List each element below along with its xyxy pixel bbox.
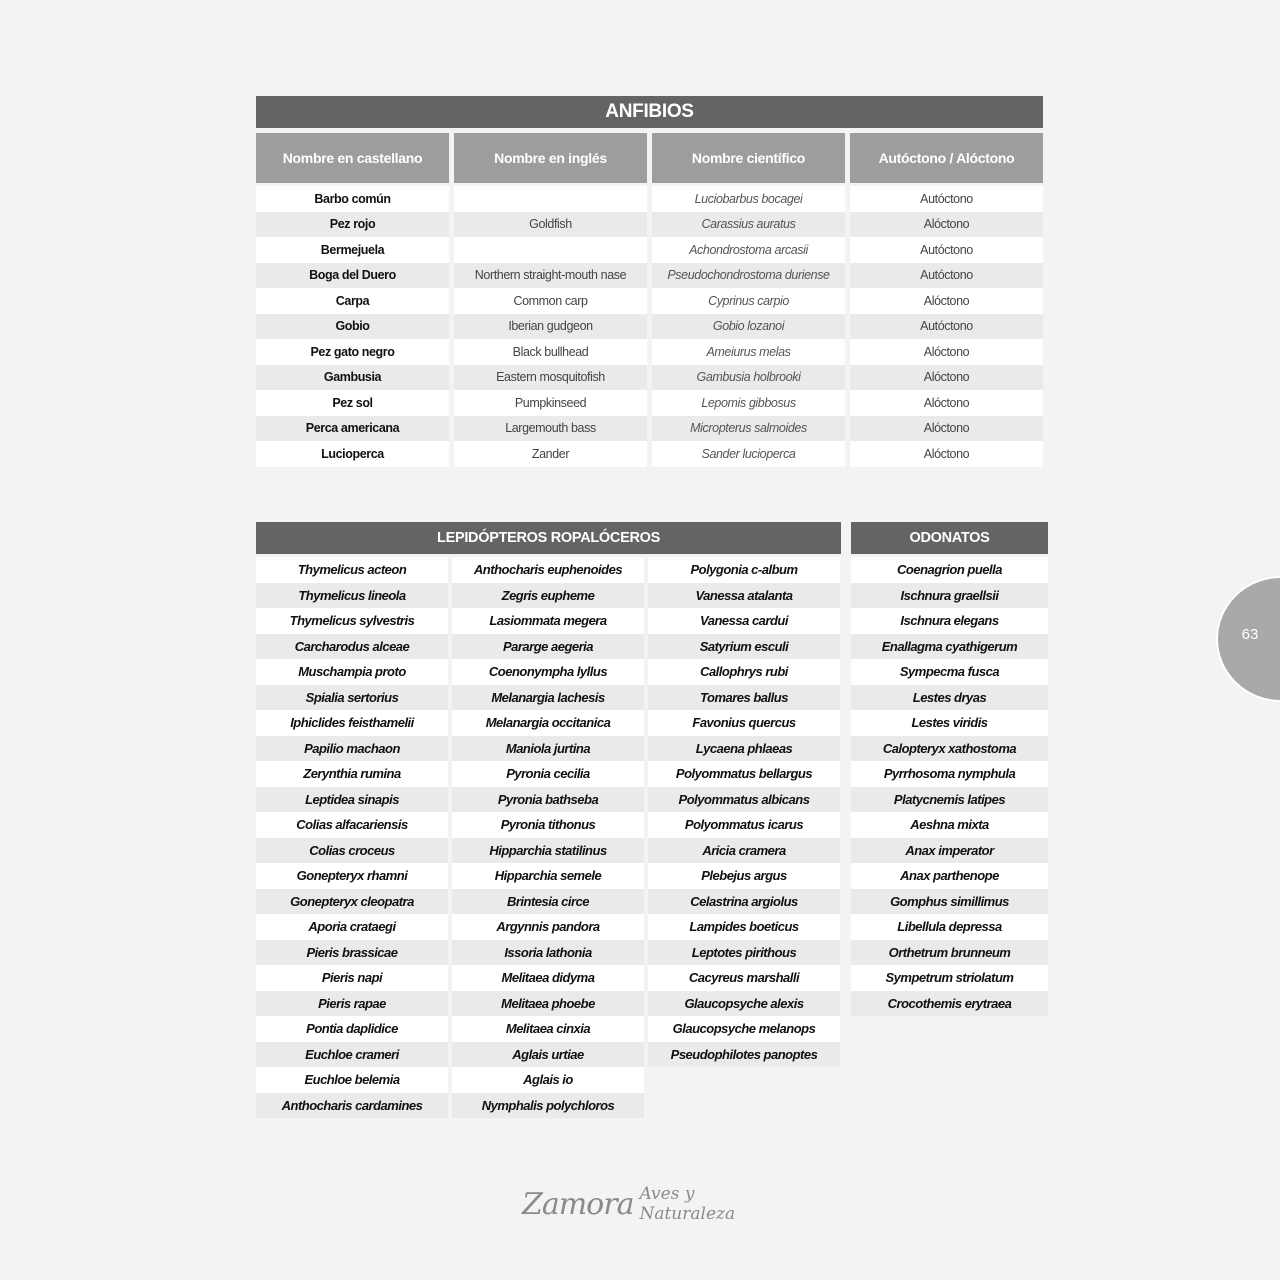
list-item: Thymelicus acteon [256, 557, 448, 583]
cell-castellano: Boga del Duero [256, 263, 449, 289]
cell-castellano: Perca americana [256, 416, 449, 442]
lepidopteros-column [452, 557, 644, 1118]
list-item: Aporia crataegi [256, 914, 448, 940]
list-item: Gonepteryx rhamni [256, 863, 448, 889]
cell-ingles: Northern straight-mouth nase [454, 263, 647, 289]
list-item: Anax imperator [851, 838, 1048, 864]
list-item: Coenagrion puella [851, 557, 1048, 583]
odonatos-title: ODONATOS [851, 522, 1048, 554]
list-item: Aeshna mixta [851, 812, 1048, 838]
list-item: Melanargia occitanica [452, 710, 644, 736]
list-item: Nymphalis polychloros [452, 1093, 644, 1119]
list-item: Polyommatus bellargus [648, 761, 840, 787]
list-item: Ischnura elegans [851, 608, 1048, 634]
cell-cientifico: Pseudochondrostoma duriense [652, 263, 845, 289]
cell-ingles [454, 186, 647, 212]
list-item: Ischnura graellsii [851, 583, 1048, 609]
lepidopteros-column [648, 557, 840, 1118]
lepidopteros-table [256, 522, 841, 1118]
cell-ingles [454, 237, 647, 263]
cell-ingles: Common carp [454, 288, 647, 314]
cell-castellano: Bermejuela [256, 237, 449, 263]
list-item: Anthocharis euphenoides [452, 557, 644, 583]
cell-origen: Autóctono [850, 263, 1043, 289]
list-item: Lestes viridis [851, 710, 1048, 736]
list-item: Hipparchia statilinus [452, 838, 644, 864]
list-item: Zegris eupheme [452, 583, 644, 609]
list-item: Aricia cramera [648, 838, 840, 864]
cell-ingles: Zander [454, 441, 647, 467]
list-item: Melitaea cinxia [452, 1016, 644, 1042]
list-item: Leptotes pirithous [648, 940, 840, 966]
cell-origen: Alóctono [850, 288, 1043, 314]
list-item: Papilio machaon [256, 736, 448, 762]
table-row [256, 365, 1043, 391]
list-item: Spialia sertorius [256, 685, 448, 711]
cell-cientifico: Ameiurus melas [652, 339, 845, 365]
list-item: Lycaena phlaeas [648, 736, 840, 762]
logo-sub-text: Aves y Naturaleza [639, 1184, 736, 1224]
cell-cientifico: Cyprinus carpio [652, 288, 845, 314]
footer-logo [522, 1182, 762, 1226]
list-item: Pyronia tithonus [452, 812, 644, 838]
cell-castellano: Pez gato negro [256, 339, 449, 365]
list-item: Anax parthenope [851, 863, 1048, 889]
list-item: Favonius quercus [648, 710, 840, 736]
table-row [256, 212, 1043, 238]
cell-ingles: Pumpkinseed [454, 390, 647, 416]
table-row [256, 288, 1043, 314]
column-header-origen: Autóctono / Alóctono [850, 133, 1043, 183]
list-item: Hipparchia semele [452, 863, 644, 889]
list-item: Melanargia lachesis [452, 685, 644, 711]
cell-cientifico: Sander lucioperca [652, 441, 845, 467]
list-item: Sympetrum striolatum [851, 965, 1048, 991]
lepidopteros-column [256, 557, 448, 1118]
cell-castellano: Barbo común [256, 186, 449, 212]
list-item: Glaucopsyche melanops [648, 1016, 840, 1042]
cell-cientifico: Gambusia holbrooki [652, 365, 845, 391]
list-item: Euchloe belemia [256, 1067, 448, 1093]
list-item: Glaucopsyche alexis [648, 991, 840, 1017]
cell-ingles: Iberian gudgeon [454, 314, 647, 340]
list-item: Euchloe crameri [256, 1042, 448, 1068]
lepidopteros-columns [256, 557, 841, 1118]
list-item: Lampides boeticus [648, 914, 840, 940]
cell-cientifico: Gobio lozanoi [652, 314, 845, 340]
cell-castellano: Carpa [256, 288, 449, 314]
list-item: Carcharodus alceae [256, 634, 448, 660]
list-item: Gomphus simillimus [851, 889, 1048, 915]
anfibios-column-headers [256, 133, 1043, 183]
cell-castellano: Pez rojo [256, 212, 449, 238]
cell-origen: Alóctono [850, 365, 1043, 391]
list-item: Melitaea didyma [452, 965, 644, 991]
cell-cientifico: Luciobarbus bocagei [652, 186, 845, 212]
list-item: Maniola jurtina [452, 736, 644, 762]
cell-origen: Autóctono [850, 186, 1043, 212]
lepidopteros-title: LEPIDÓPTEROS ROPALÓCEROS [256, 522, 841, 554]
list-item: Iphiclides feisthamelii [256, 710, 448, 736]
list-item: Colias alfacariensis [256, 812, 448, 838]
list-item: Gonepteryx cleopatra [256, 889, 448, 915]
cell-ingles: Goldfish [454, 212, 647, 238]
list-item: Muschampia proto [256, 659, 448, 685]
list-item: Cacyreus marshalli [648, 965, 840, 991]
list-item: Plebejus argus [648, 863, 840, 889]
cell-origen: Alóctono [850, 441, 1043, 467]
cell-cientifico: Achondrostoma arcasii [652, 237, 845, 263]
list-item: Callophrys rubi [648, 659, 840, 685]
cell-origen: Alóctono [850, 416, 1043, 442]
list-item: Celastrina argiolus [648, 889, 840, 915]
list-item: Leptidea sinapis [256, 787, 448, 813]
cell-ingles: Largemouth bass [454, 416, 647, 442]
list-item: Zerynthia rumina [256, 761, 448, 787]
cell-origen: Autóctono [850, 237, 1043, 263]
column-header-cientifico: Nombre científico [652, 133, 845, 183]
list-item: Argynnis pandora [452, 914, 644, 940]
list-item: Pieris napi [256, 965, 448, 991]
cell-castellano: Gobio [256, 314, 449, 340]
list-item: Anthocharis cardamines [256, 1093, 448, 1119]
list-item: Pontia daplidice [256, 1016, 448, 1042]
anfibios-rows [256, 186, 1043, 467]
list-item: Thymelicus lineola [256, 583, 448, 609]
list-item: Vanessa cardui [648, 608, 840, 634]
cell-origen: Alóctono [850, 212, 1043, 238]
list-item: Pieris rapae [256, 991, 448, 1017]
cell-ingles: Eastern mosquitofish [454, 365, 647, 391]
table-row [256, 416, 1043, 442]
cell-castellano: Lucioperca [256, 441, 449, 467]
page-number: 63 [1241, 626, 1259, 643]
cell-origen: Alóctono [850, 390, 1043, 416]
logo-main-text: Zamora [522, 1186, 634, 1222]
list-item: Sympecma fusca [851, 659, 1048, 685]
column-header-ingles: Nombre en inglés [454, 133, 647, 183]
cell-cientifico: Lepomis gibbosus [652, 390, 845, 416]
list-item: Thymelicus sylvestris [256, 608, 448, 634]
list-item: Calopteryx xathostoma [851, 736, 1048, 762]
table-row [256, 339, 1043, 365]
list-item: Vanessa atalanta [648, 583, 840, 609]
list-item: Coenonympha lyllus [452, 659, 644, 685]
anfibios-title: ANFIBIOS [256, 96, 1043, 128]
cell-ingles: Black bullhead [454, 339, 647, 365]
list-item: Pyronia bathseba [452, 787, 644, 813]
list-item: Melitaea phoebe [452, 991, 644, 1017]
list-item: Colias croceus [256, 838, 448, 864]
table-row [256, 390, 1043, 416]
table-row [256, 237, 1043, 263]
list-item: Enallagma cyathigerum [851, 634, 1048, 660]
odonatos-table [851, 522, 1048, 1016]
list-item: Platycnemis latipes [851, 787, 1048, 813]
list-item: Issoria lathonia [452, 940, 644, 966]
anfibios-table [256, 96, 1043, 467]
list-item: Pyronia cecilia [452, 761, 644, 787]
list-item: Pyrrhosoma nymphula [851, 761, 1048, 787]
list-item: Tomares ballus [648, 685, 840, 711]
list-item: Pararge aegeria [452, 634, 644, 660]
list-item: Pieris brassicae [256, 940, 448, 966]
list-item: Polyommatus albicans [648, 787, 840, 813]
table-row [256, 314, 1043, 340]
table-row [256, 186, 1043, 212]
cell-castellano: Pez sol [256, 390, 449, 416]
table-row [256, 441, 1043, 467]
list-item: Polygonia c-album [648, 557, 840, 583]
cell-origen: Alóctono [850, 339, 1043, 365]
list-item: Satyrium esculi [648, 634, 840, 660]
list-item: Libellula depressa [851, 914, 1048, 940]
list-item: Brintesia circe [452, 889, 644, 915]
cell-castellano: Gambusia [256, 365, 449, 391]
odonatos-list [851, 557, 1048, 1016]
list-item: Aglais io [452, 1067, 644, 1093]
list-item: Lasiommata megera [452, 608, 644, 634]
column-header-castellano: Nombre en castellano [256, 133, 449, 183]
odonatos-columns [851, 557, 1048, 1016]
list-item: Pseudophilotes panoptes [648, 1042, 840, 1068]
list-item: Orthetrum brunneum [851, 940, 1048, 966]
table-row [256, 263, 1043, 289]
list-item: Crocothemis erytraea [851, 991, 1048, 1017]
cell-cientifico: Carassius auratus [652, 212, 845, 238]
cell-origen: Autóctono [850, 314, 1043, 340]
list-item: Aglais urtiae [452, 1042, 644, 1068]
cell-cientifico: Micropterus salmoides [652, 416, 845, 442]
list-item: Polyommatus icarus [648, 812, 840, 838]
list-item: Lestes dryas [851, 685, 1048, 711]
